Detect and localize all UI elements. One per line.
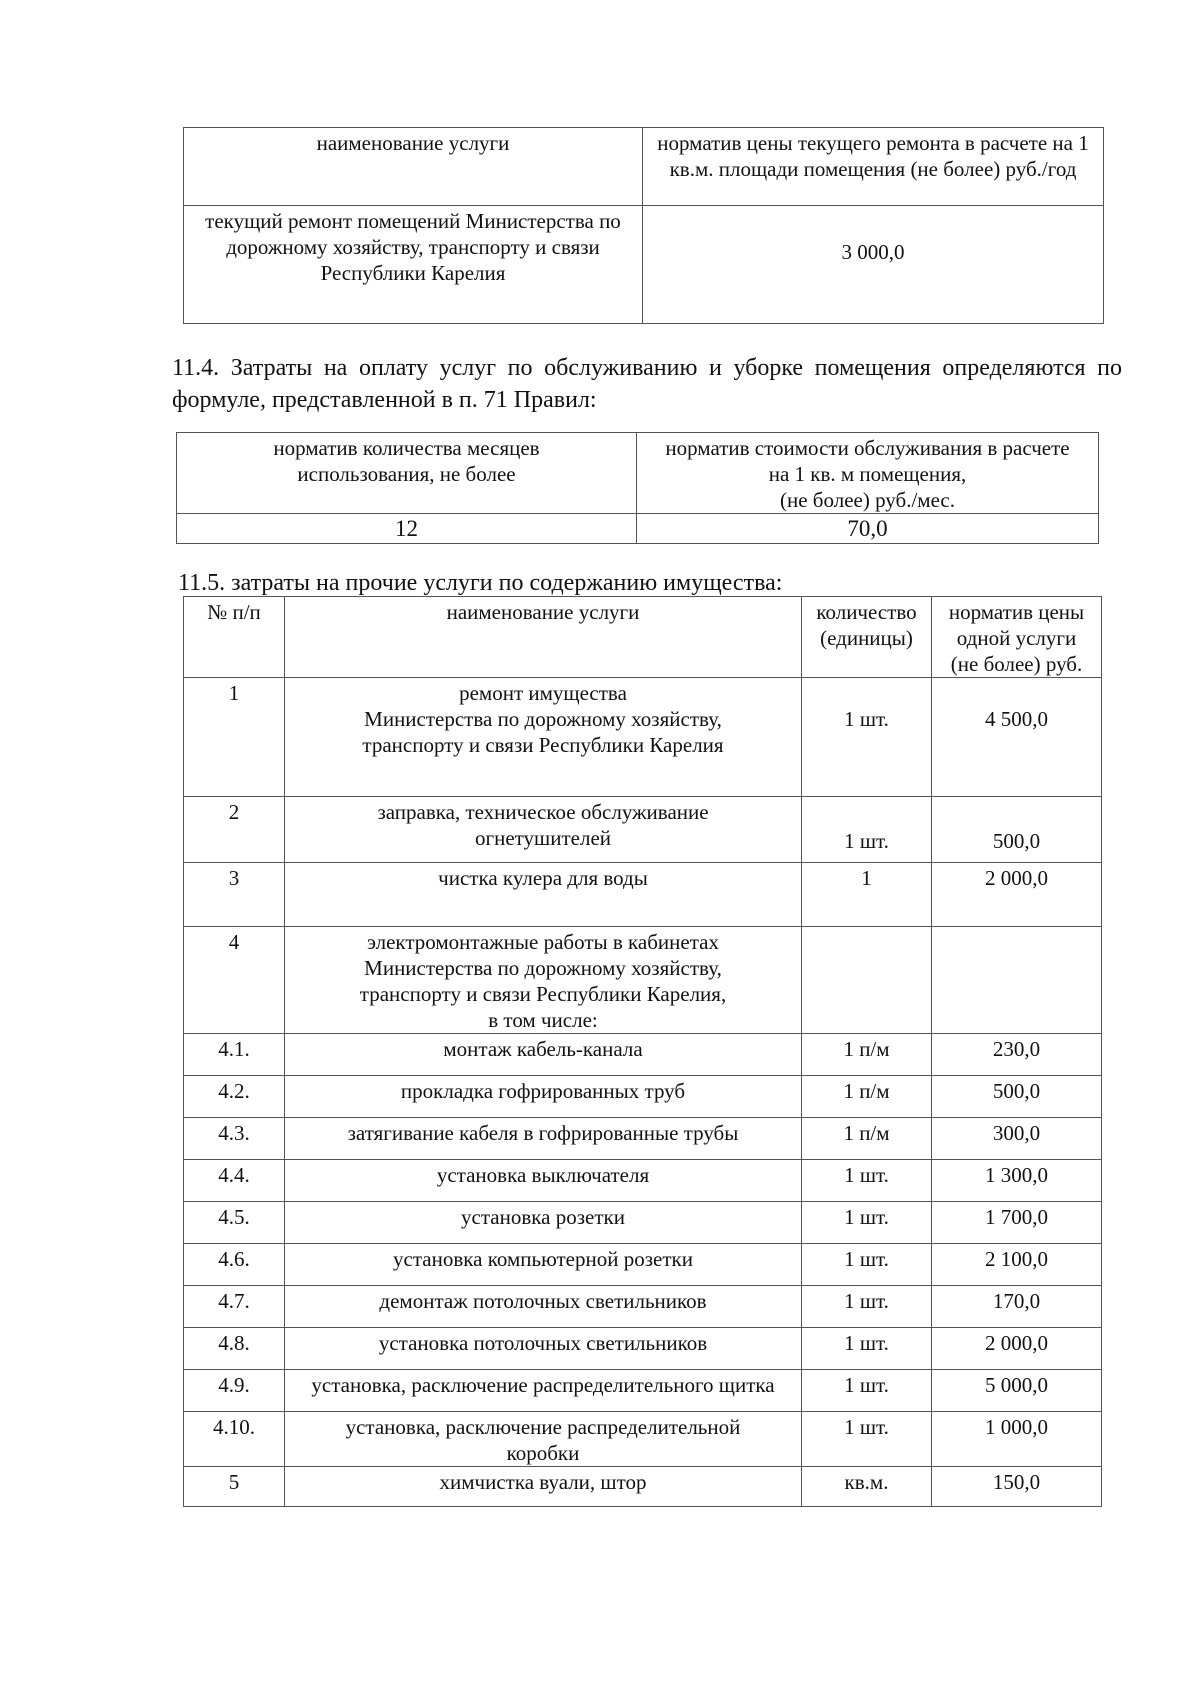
row-price: 500,0 [932,797,1102,863]
row-num: 4.4. [184,1160,285,1202]
table-row [184,1076,1102,1118]
header-repair-norm: норматив цены текущего ремонта в расчете на 1 кв.м. площади помещения (не более) руб./год [643,128,1104,206]
header-price: норматив цены одной услуги (не более) руб. [932,597,1102,678]
paragraph-11-4: 11.4. Затраты на оплату услуг по обслуживанию и уборке помещения определяются по формуле, представленной в п. 71 Правил: [172,355,1122,413]
row-num: 2 [184,797,285,863]
repair-norm-table [183,127,1104,324]
table-row [184,1370,1102,1412]
row-num: 4.2. [184,1076,285,1118]
row-price [932,927,1102,1034]
row-price: 2 000,0 [932,863,1102,927]
row-price: 4 500,0 [932,678,1102,797]
paragraph-11-5: 11.5. затраты на прочие услуги по содержанию имущества: [178,570,783,596]
table-row [184,1412,1102,1467]
row-num: 4.5. [184,1202,285,1244]
row-qty: 1 шт. [802,1244,932,1286]
row-num: 4.7. [184,1286,285,1328]
row-qty: 1 п/м [802,1034,932,1076]
table-row [184,1202,1102,1244]
table-row [184,1244,1102,1286]
cleaning-norm-table [176,432,1099,544]
row-name: ремонт имущества Министерства по дорожному хозяйству, транспорту и связи Республики Карелия [285,678,802,797]
row-name: демонтаж потолочных светильников [285,1286,802,1328]
row-price: 2 100,0 [932,1244,1102,1286]
header-months-norm: норматив количества месяцев использования, не более [177,433,637,514]
row-price: 1 700,0 [932,1202,1102,1244]
row-num: 3 [184,863,285,927]
table-row [184,1328,1102,1370]
row-qty: 1 шт. [802,1286,932,1328]
header-num: № п/п [184,597,285,678]
table-row [184,1118,1102,1160]
row-price: 150,0 [932,1467,1102,1507]
table-row [184,927,1102,1034]
row-price: 5 000,0 [932,1370,1102,1412]
row-name: установка потолочных светильников [285,1328,802,1370]
table-row [184,863,1102,927]
row-qty: кв.м. [802,1467,932,1507]
row-num: 4.3. [184,1118,285,1160]
row-name: установка розетки [285,1202,802,1244]
repair-norm-value: 3 000,0 [643,206,1104,324]
row-name: заправка, техническое обслуживание огнетушителей [285,797,802,863]
header-name: наименование услуги [285,597,802,678]
row-qty: 1 шт. [802,797,932,863]
cost-value: 70,0 [637,514,1099,544]
row-price: 500,0 [932,1076,1102,1118]
row-name: затягивание кабеля в гофрированные трубы [285,1118,802,1160]
header-service-name: наименование услуги [184,128,643,206]
row-name: установка, расключение распределительной коробки [285,1412,802,1467]
row-name: установка, расключение распределительного щитка [285,1370,802,1412]
row-price: 300,0 [932,1118,1102,1160]
row-num: 1 [184,678,285,797]
table-row [184,1160,1102,1202]
row-qty: 1 шт. [802,1370,932,1412]
row-num: 5 [184,1467,285,1507]
row-num: 4.10. [184,1412,285,1467]
row-name: химчистка вуали, штор [285,1467,802,1507]
row-qty: 1 п/м [802,1118,932,1160]
row-qty: 1 шт. [802,1328,932,1370]
table-row [184,678,1102,797]
row-name: установка компьютерной розетки [285,1244,802,1286]
row-num: 4.6. [184,1244,285,1286]
row-name: прокладка гофрированных труб [285,1076,802,1118]
row-price: 1 300,0 [932,1160,1102,1202]
months-value: 12 [177,514,637,544]
row-qty: 1 п/м [802,1076,932,1118]
row-qty [802,927,932,1034]
row-qty: 1 шт. [802,1412,932,1467]
row-price: 2 000,0 [932,1328,1102,1370]
row-qty: 1 шт. [802,1202,932,1244]
row-price: 170,0 [932,1286,1102,1328]
header-qty: количество (единицы) [802,597,932,678]
row-name: электромонтажные работы в кабинетах Министерства по дорожному хозяйству, транспорту и связи Республики Карелия, в том числе: [285,927,802,1034]
repair-service-name: текущий ремонт помещений Министерства по дорожному хозяйству, транспорту и связи Республики Карелия [184,206,643,324]
row-price: 1 000,0 [932,1412,1102,1467]
table-row [184,1467,1102,1507]
row-name: чистка кулера для воды [285,863,802,927]
table-row [184,1034,1102,1076]
row-num: 4.9. [184,1370,285,1412]
row-num: 4.1. [184,1034,285,1076]
row-num: 4.8. [184,1328,285,1370]
header-cost-norm: норматив стоимости обслуживания в расчете на 1 кв. м помещения, (не более) руб./мес. [637,433,1099,514]
row-price: 230,0 [932,1034,1102,1076]
row-qty: 1 [802,863,932,927]
row-name: монтаж кабель-канала [285,1034,802,1076]
row-num: 4 [184,927,285,1034]
table-row [184,1286,1102,1328]
table-row [184,797,1102,863]
row-name: установка выключателя [285,1160,802,1202]
other-services-table [183,596,1102,1507]
row-qty: 1 шт. [802,1160,932,1202]
row-qty: 1 шт. [802,678,932,797]
